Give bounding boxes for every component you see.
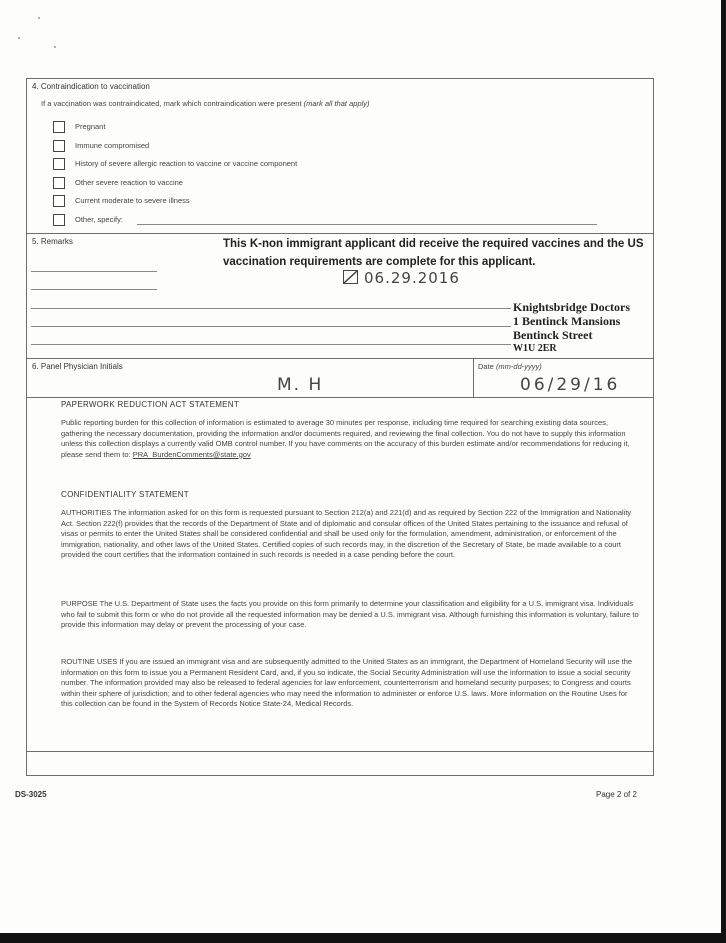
divider <box>27 397 653 398</box>
date-value: 06/29/16 <box>520 375 621 395</box>
section5-heading: 5. Remarks <box>32 237 73 246</box>
stamp-line: 1 Bentinck Mansions <box>513 314 621 328</box>
other-specify-field[interactable] <box>137 224 597 225</box>
remarks-line <box>31 271 157 272</box>
checkbox-current-illness[interactable] <box>53 194 190 207</box>
confidentiality-heading: CONFIDENTIALITY STATEMENT <box>61 490 189 499</box>
routine-uses-text: ROUTINE USES If you are issued an immigrant visa and are subsequently admitted to the United States as an immigrant, the Department of Homeland Security will use the information on this form to issue you a Permanent Resident Card, and, if you so indicate, the Social Security Administration will use the information to issue a social security number. The information provided may also be released to federal agencies for law enforcement, counterterrorism and homeland security purposes; to Congress and courts within their sphere of jurisdiction; and to other federal agencies who may need the information to administer or enforce U.S. laws. More information on the Routine Uses for this collection can be found in the System of Records Notice State-24, Medical Records. <box>61 657 633 709</box>
page-number: Page 2 of 2 <box>596 790 637 799</box>
divider <box>27 233 653 234</box>
section4-instruction: If a vaccination was contraindicated, mark which contraindication were present (mark all that apply) <box>41 99 370 108</box>
checkbox-box[interactable] <box>53 121 65 133</box>
purpose-text: PURPOSE The U.S. Department of State uses the facts you provide on this form primarily to determine your classification and eligibility for a U.S. immigrant visa. Individuals who fail to submit this form or who do not provide all the requested information may be denied a U.S. immigrant visa. Although furnishing this information is voluntary, failure to provide this information may delay or prevent the processing of your case. <box>61 599 639 630</box>
divider <box>27 358 653 359</box>
checkbox-label: History of severe allergic reaction to vaccine or vaccine component <box>75 159 298 168</box>
checkbox-allergic-reaction[interactable] <box>53 157 297 170</box>
checkbox-label: Current moderate to severe illness <box>75 196 190 205</box>
section4-heading: 4. Contraindication to vaccination <box>32 82 150 91</box>
section6-heading: 6. Panel Physician Initials <box>32 362 123 371</box>
clinic-stamp <box>513 300 653 351</box>
scan-edge-bottom <box>0 933 726 943</box>
stamp-line: Bentinck Street <box>513 328 593 342</box>
paperwork-heading: PAPERWORK REDUCTION ACT STATEMENT <box>61 400 240 409</box>
physician-initials: M. H <box>277 375 324 395</box>
remarks-line <box>31 344 511 345</box>
checkbox-pregnant[interactable] <box>53 120 105 133</box>
checkbox-other-severe-reaction[interactable] <box>53 176 183 189</box>
checkbox-box[interactable] <box>53 195 65 207</box>
checkbox-label: Other severe reaction to vaccine <box>75 178 183 187</box>
divider <box>27 751 653 752</box>
handwritten-date: 06.29.2016 <box>343 269 460 287</box>
checkbox-box[interactable] <box>53 158 65 170</box>
form-page <box>26 78 654 776</box>
remarks-text: This K-non immigrant applicant did receive the required vaccines and the US vaccination requirements are complete for this applicant. <box>223 238 644 268</box>
authorities-text: AUTHORITIES The information asked for on this form is requested pursuant to Section 212(a) and 221(d) and as required by Section 222 of the Immigration and Nationality Act. Section 222(f) provides that the records of the Department of State and of diplomatic and consular offices of the United States pertaining to the issuance and refusal of visas or permits to enter the United States shall be considered confidential and shall be used only for the formulation, amendment, administration, or enforcement of the immigration, nationality, and other laws of the United States. Certified copies of such records may, in the discretion of the Secretary of State, be made available to a court provided the court certifies that the information contained in such records is needed in a case pending before the court. <box>61 508 632 560</box>
checkbox-other-specify[interactable] <box>53 213 123 226</box>
burden-email-link[interactable]: PRA_BurdenComments@state.gov <box>132 449 251 459</box>
checkbox-box[interactable] <box>53 140 65 152</box>
stamp-line: W1U 2ER <box>513 343 557 351</box>
divider <box>473 358 474 397</box>
scan-speck <box>38 17 40 19</box>
scan-speck <box>18 37 20 39</box>
scan-edge-right <box>721 0 726 943</box>
checkbox-label: Other, specify: <box>75 215 123 224</box>
initial-mark-icon <box>343 270 358 284</box>
remarks-line <box>31 289 157 290</box>
form-number: DS-3025 <box>15 790 47 799</box>
checkbox-box[interactable] <box>53 214 65 226</box>
remarks-line <box>31 308 511 309</box>
checkbox-label: Pregnant <box>75 122 106 131</box>
checkbox-box[interactable] <box>53 177 65 189</box>
checkbox-immune-compromised[interactable] <box>53 139 149 152</box>
scan-speck <box>54 46 56 48</box>
remarks-line <box>31 326 511 327</box>
date-label: Date (mm-dd-yyyy) <box>478 362 542 371</box>
paperwork-text: Public reporting burden for this collection of information is estimated to average 30 minutes per response, including time required for searching existing data sources, gathering the necessary documentation, providing the information and/or documents required, and reviewing the final collection. You do not have to supply this information unless this collection displays a currently valid OMB control number. If you have comments on the accuracy of this burden estimate and/or recommendations for reducing it, please send them to: PRA_BurdenComments@state.gov <box>61 418 630 459</box>
stamp-line: Knightsbridge Doctors <box>513 300 630 314</box>
checkbox-label: Immune compromised <box>75 141 150 150</box>
